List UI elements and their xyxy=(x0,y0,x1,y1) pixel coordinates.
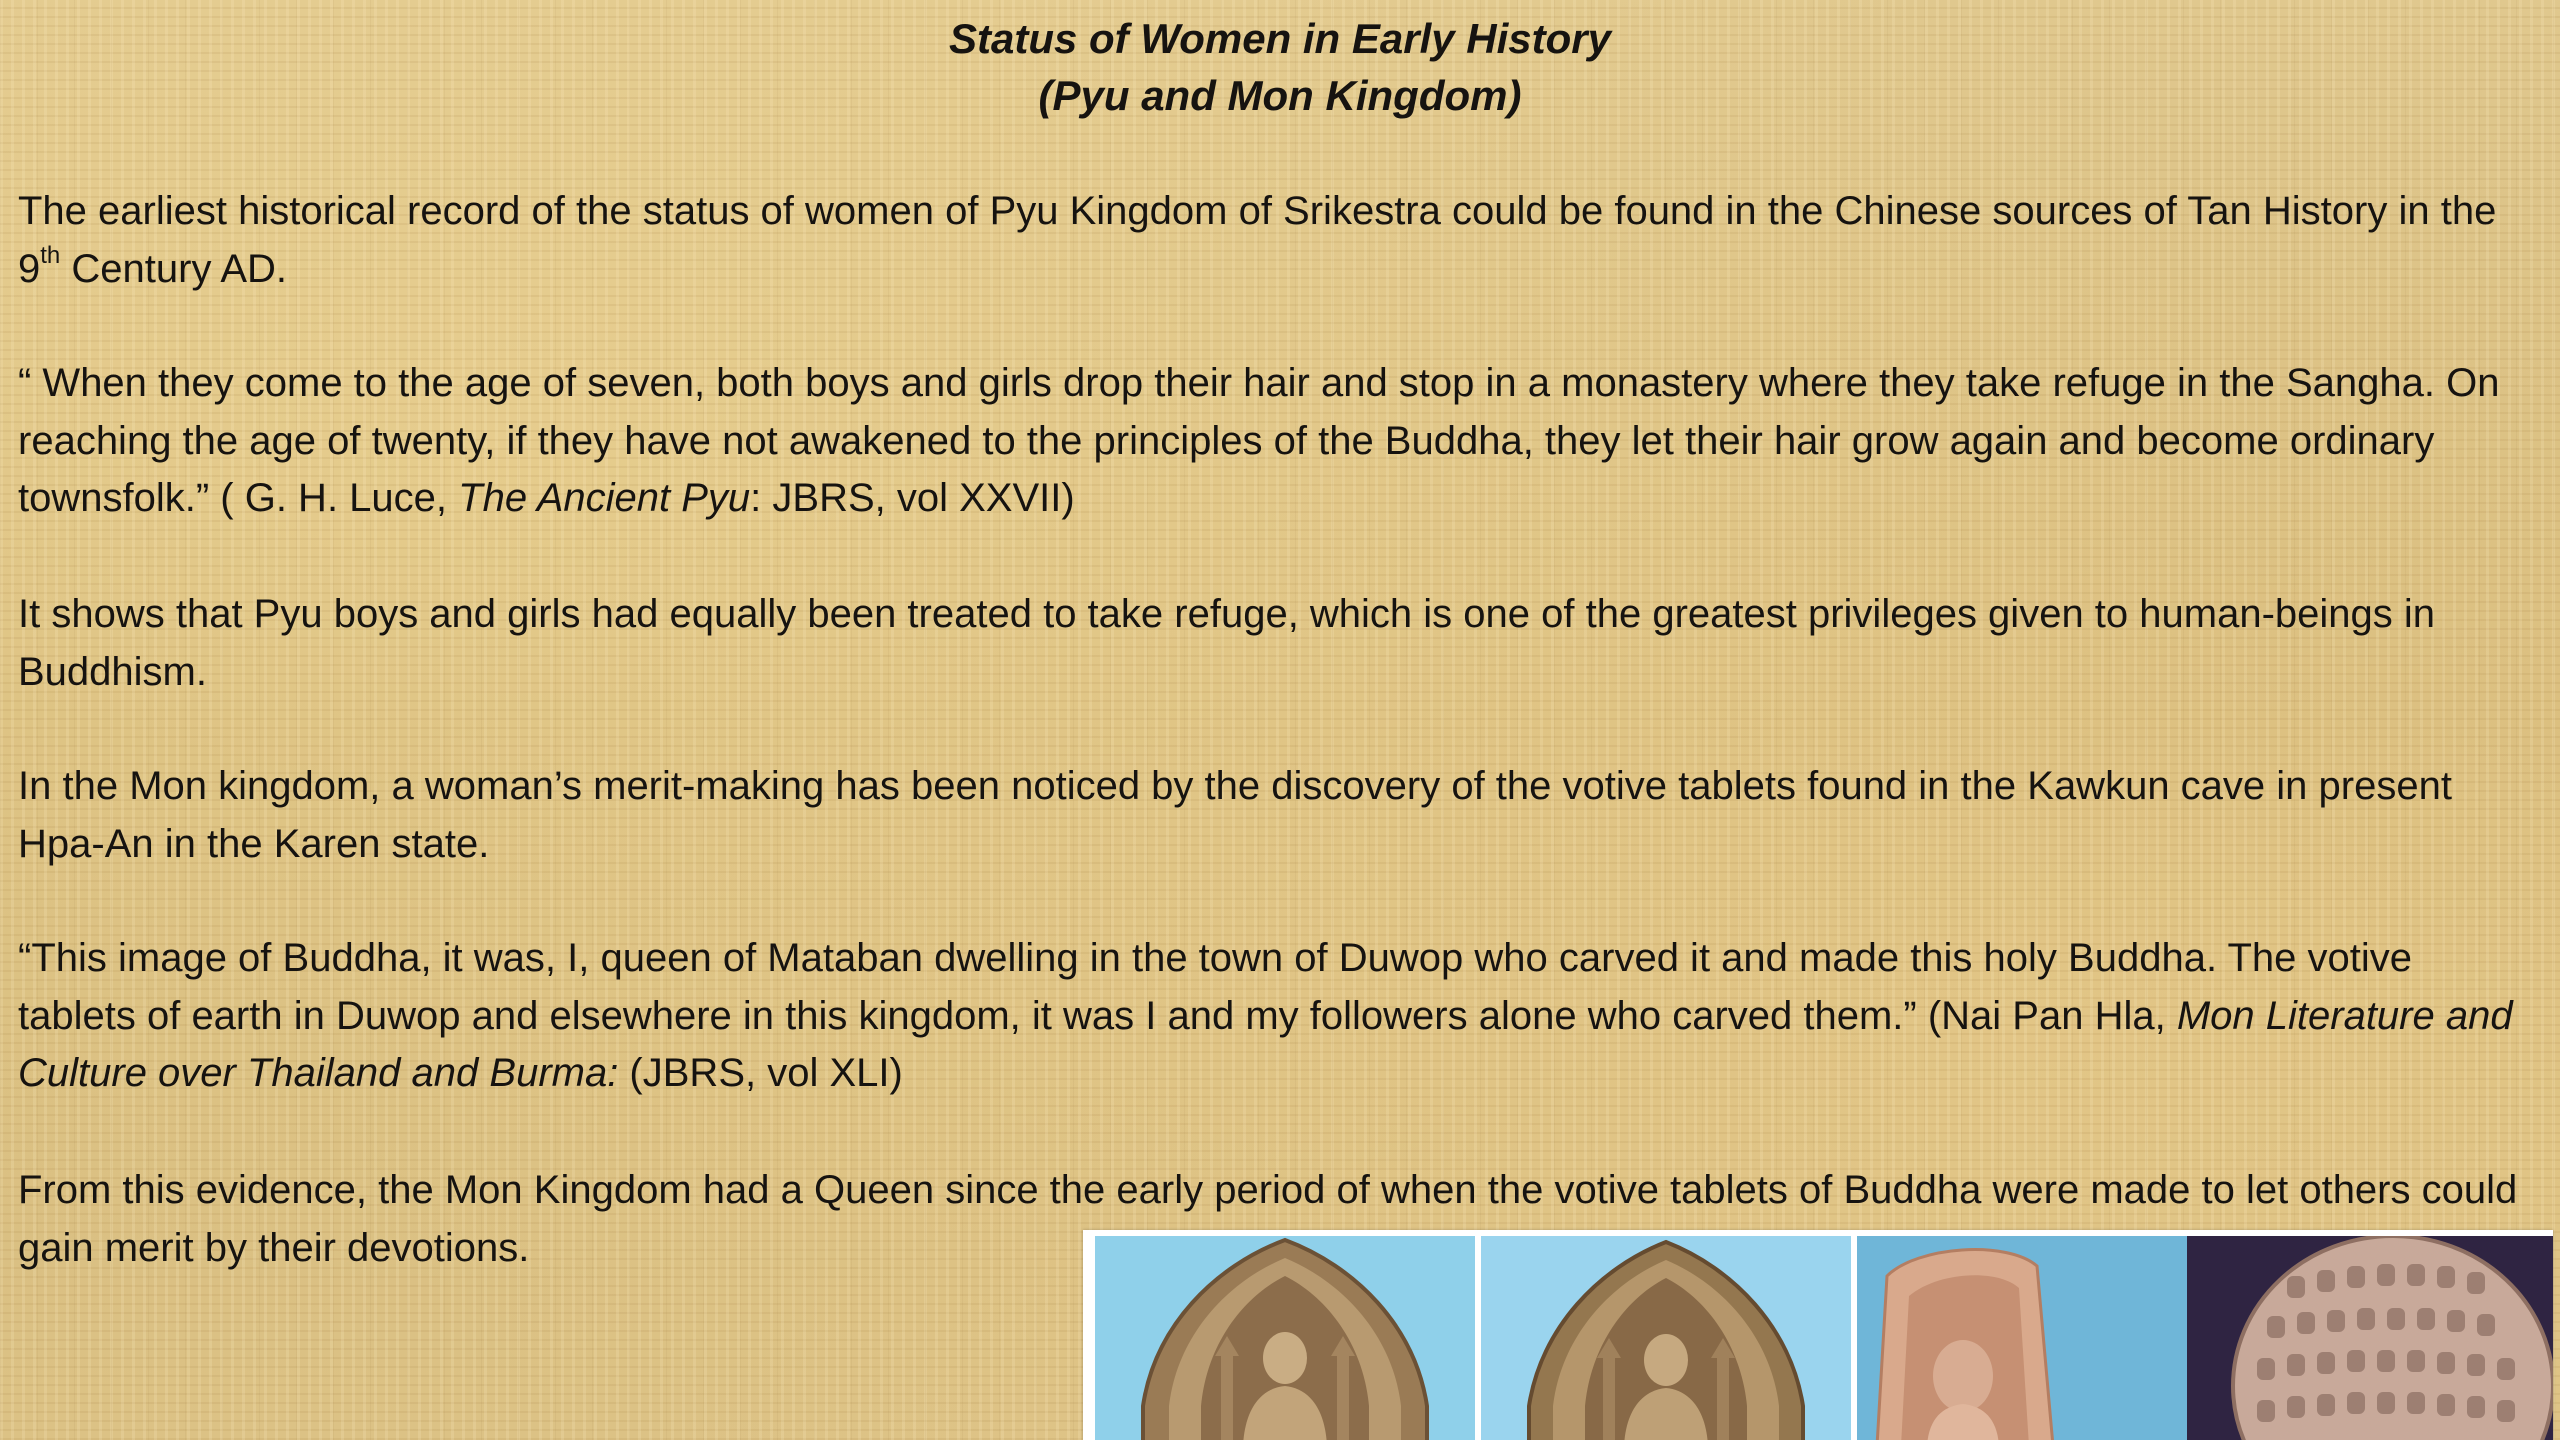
slide-title xyxy=(0,10,2560,124)
paragraph-text: “ When they come to the age of seven, both boys and girls drop their hair and stop in a monastery where they take refuge in the Sangha. On reaching the age of twenty, if they have not awakened to the principles of the Buddha, they let their hair grow again and become ordinary townsfolk.” ( G. H. Luce, xyxy=(18,361,2500,520)
paragraph-queen-quote xyxy=(18,930,2538,1103)
title-line-2: (Pyu and Mon Kingdom) xyxy=(1038,72,1522,119)
votive-tablet-2-icon xyxy=(1481,1236,1851,1440)
paragraph-text: The earliest historical record of the status of women of Pyu Kingdom of Srikestra could be found in the Chinese sources of Tan History in the 9 xyxy=(18,189,2497,291)
paragraph-text: Century AD. xyxy=(60,246,288,291)
ordinal-superscript: th xyxy=(40,242,61,270)
votive-tablet-photo-1 xyxy=(1095,1236,1475,1440)
title-line-1: Status of Women in Early History xyxy=(948,15,1611,62)
votive-tablet-1-icon xyxy=(1095,1236,1475,1440)
paragraph-conclusion: From this evidence, the Mon Kingdom had a Queen since the early period of when the votive tablets of Buddha were made to let others could gain merit by their devotions. xyxy=(18,1168,2518,1270)
paragraph-pyu-record xyxy=(18,183,2538,298)
paragraph-mon-kingdom: In the Mon kingdom, a woman’s merit-making has been noticed by the discovery of the votive tablets found in the Kawkun cave in present Hpa-An in the Karen state. xyxy=(18,764,2452,866)
paragraph-text: (JBRS, vol XLI) xyxy=(618,1051,903,1095)
citation-title: The Ancient Pyu xyxy=(458,476,751,520)
paragraph-pyu-equality: It shows that Pyu boys and girls had equally been treated to take refuge, which is one of the greatest privileges given to human-beings in Buddhism. xyxy=(18,592,2436,694)
citation-title: Mon Literature and Culture over Thailand and Burma: xyxy=(18,993,2513,1095)
votive-tablet-photo-4 xyxy=(2187,1236,2553,1440)
votive-tablet-photo-2 xyxy=(1481,1236,1851,1440)
votive-tablet-4-icon xyxy=(2187,1236,2553,1440)
paragraph-luce-quote xyxy=(18,355,2538,528)
paragraph-text: “This image of Buddha, it was, I, queen of Mataban dwelling in the town of Duwop who carved it and made this holy Buddha. The votive tablets of earth in Duwop and elsewhere in this kingdom, it was I and my followers alone who carved them.” (Nai Pan Hla, xyxy=(18,936,2412,1038)
votive-tablets-image xyxy=(1083,1230,2553,1440)
paragraph-text: : JBRS, vol XXVII) xyxy=(750,476,1075,520)
